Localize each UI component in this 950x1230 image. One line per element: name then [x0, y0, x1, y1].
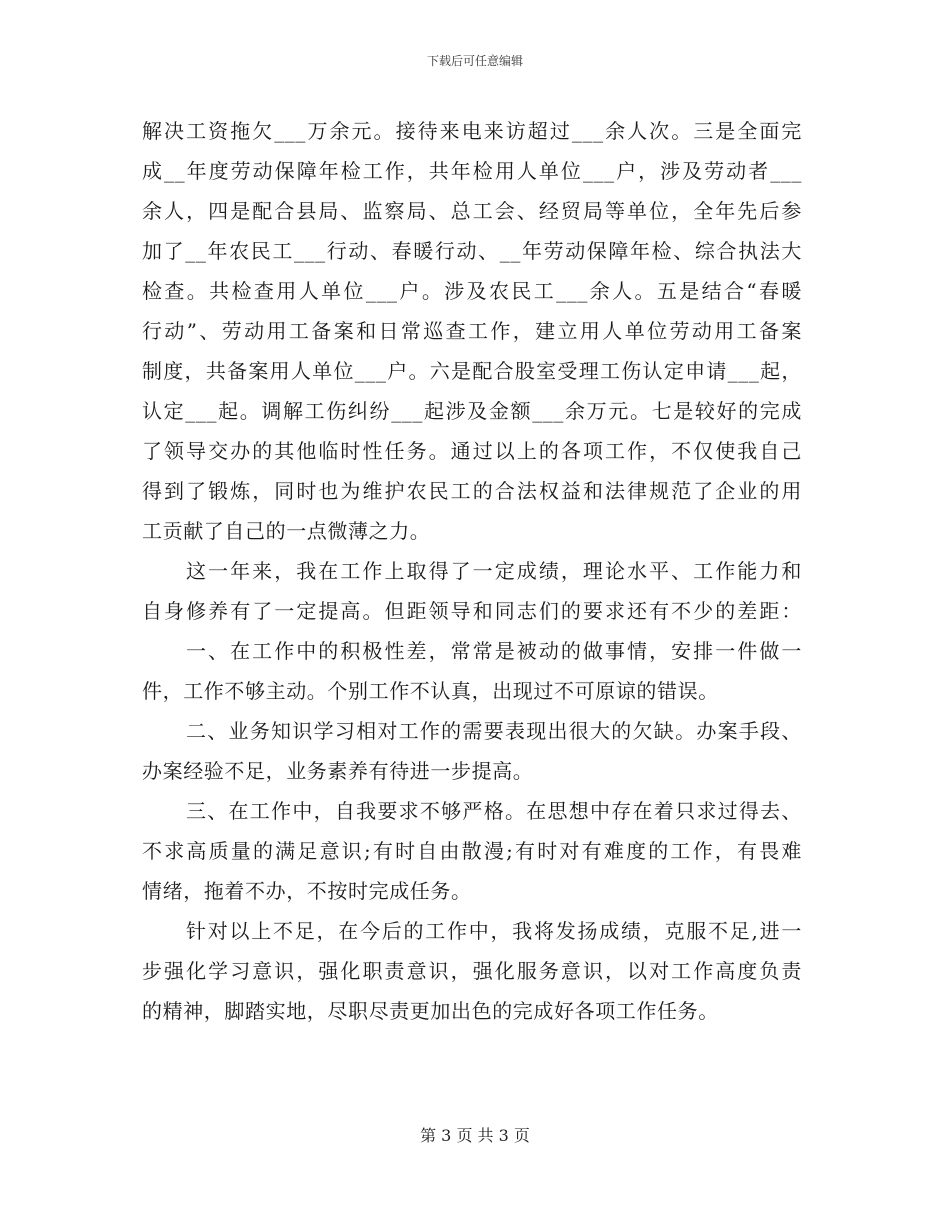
paragraph-first-line: 这一年来，我在工作上取得了一定成绩，理论水平、工作能力和 [186, 559, 802, 583]
text-line: 步强化学习意识，强化职责意识，强化服务意识，以对工作高度负责 [142, 959, 802, 983]
paragraph-first-line: 针对以上不足，在今后的工作中，我将发扬成绩，克服不足,进一 [186, 919, 802, 943]
text-line: 件，工作不够主动。个别工作不认真，出现过不可原谅的错误。 [142, 679, 719, 703]
text-line: 得到了锻炼，同时也为维护农民工的合法权益和法律规范了企业的用 [142, 479, 802, 503]
text-line: 不求高质量的满足意识;有时自由散漫;有时对有难度的工作，有畏难 [142, 839, 802, 863]
text-line: 检查。共检查用人单位___户。涉及农民工___余人。五是结合“春暖 [142, 279, 802, 303]
page-footer: 第 3 页 共 3 页 [420, 1126, 530, 1145]
text-line: 解决工资拖欠___万余元。接待来电来访超过___余人次。三是全面完 [142, 119, 802, 143]
paragraph-first-line: 二、业务知识学习相对工作的需要表现出很大的欠缺。办案手段、 [186, 719, 802, 743]
text-line: 情绪，拖着不办，不按时完成任务。 [142, 879, 472, 903]
text-line: 加了__年农民工___行动、春暖行动、__年劳动保障年检、综合执法大 [142, 239, 802, 263]
text-line: 制度，共备案用人单位___户。六是配合股室受理工伤认定申请___起， [142, 359, 802, 383]
paragraph-first-line: 三、在工作中，自我要求不够严格。在思想中存在着只求过得去、 [186, 799, 802, 823]
paragraph-first-line: 一、在工作中的积极性差，常常是被动的做事情，安排一件做一 [186, 639, 802, 663]
text-line: 行动”、劳动用工备案和日常巡查工作，建立用人单位劳动用工备案 [142, 319, 802, 343]
text-line: 了领导交办的其他临时性任务。通过以上的各项工作，不仅使我自己 [142, 439, 802, 463]
text-line: 工贡献了自己的一点微薄之力。 [142, 519, 431, 543]
text-line: 余人，四是配合县局、监察局、总工会、经贸局等单位，全年先后参 [142, 199, 802, 223]
text-line: 认定___起。调解工伤纠纷___起涉及金额___余万元。七是较好的完成 [142, 399, 802, 423]
page-header: 下载后可任意编辑 [426, 54, 523, 68]
text-line: 办案经验不足，业务素养有待进一步提高。 [142, 759, 534, 783]
text-line: 成__年度劳动保障年检工作，共年检用人单位___户，涉及劳动者___ [142, 159, 802, 183]
text-line: 自身修养有了一定提高。但距领导和同志们的要求还有不少的差距： [142, 599, 802, 623]
text-line: 的精神，脚踏实地，尽职尽责更加出色的完成好各项工作任务。 [142, 999, 719, 1023]
document-body [142, 111, 802, 1031]
